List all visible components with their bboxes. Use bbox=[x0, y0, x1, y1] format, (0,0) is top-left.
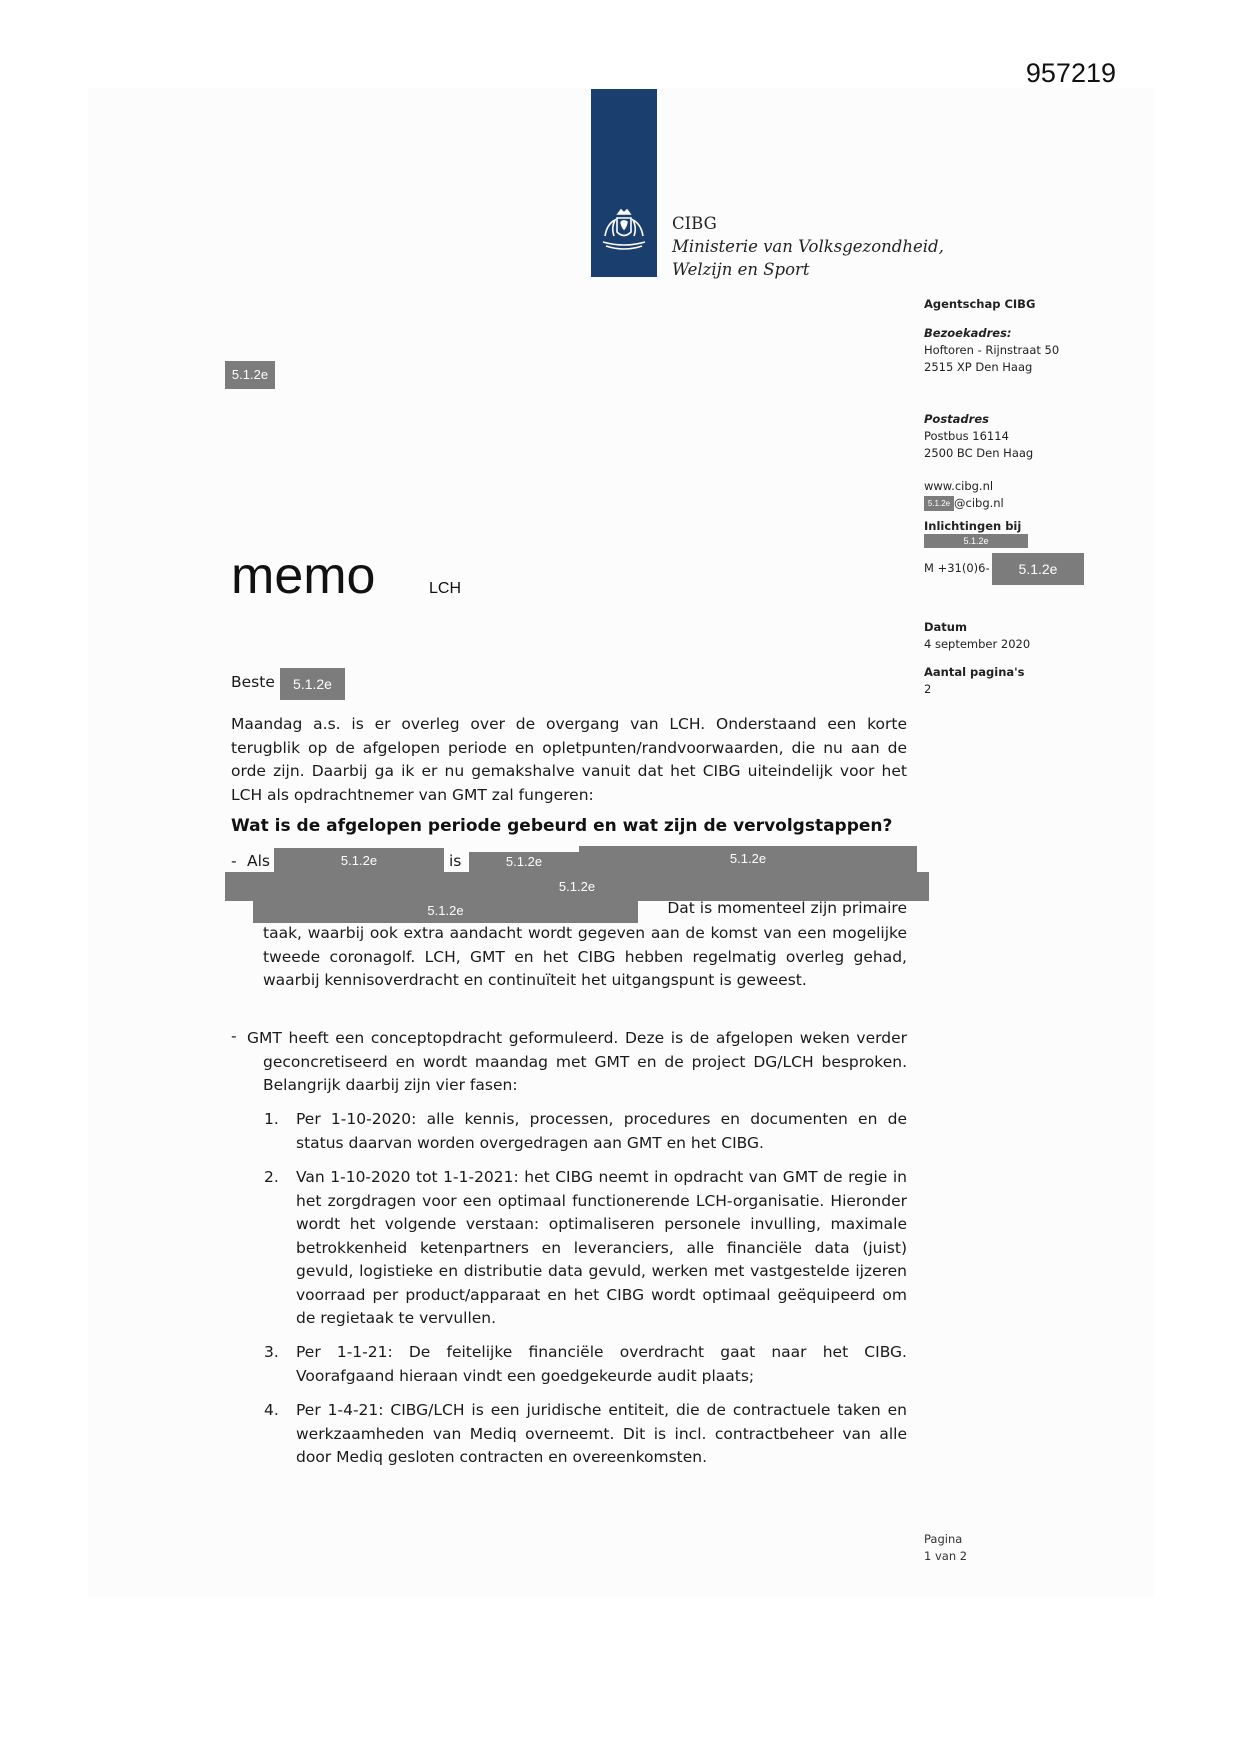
footer-page-value: 1 van 2 bbox=[924, 1549, 968, 1563]
section-heading: Wat is de afgelopen periode gebeurd en wat zijn de vervolgstappen? bbox=[231, 816, 893, 836]
phase-item-2 bbox=[264, 1166, 907, 1331]
sidebar-visit-address bbox=[924, 325, 1154, 376]
royal-coat-of-arms-icon bbox=[597, 208, 651, 256]
document-number: 957219 bbox=[1025, 58, 1116, 88]
bullet-2-text: GMT heeft een conceptopdracht geformuleerd. Deze is de afgelopen weken verder geconcretiseerd en wordt maandag met GMT en de project DG/LCH besproken. Belangrijk daarbij zijn vier fasen: bbox=[247, 1029, 907, 1094]
bullet-1-dash: - bbox=[231, 852, 237, 870]
agency-name: Agentschap CIBG bbox=[924, 297, 1036, 311]
date-value: 4 september 2020 bbox=[924, 637, 1031, 651]
logo-line-1: CIBG bbox=[672, 214, 717, 233]
salutation-word: Beste bbox=[231, 673, 275, 691]
postal-address-line-1: Postbus 16114 bbox=[924, 429, 1009, 443]
page-footer bbox=[924, 1531, 967, 1565]
email-domain: @cibg.nl bbox=[954, 496, 1004, 510]
government-logo-bar bbox=[591, 89, 657, 277]
info-contact-redaction: 5.1.2e bbox=[924, 534, 1028, 548]
bullet-1-redaction-a: 5.1.2e bbox=[274, 848, 444, 874]
postal-address-line-2: 2500 BC Den Haag bbox=[924, 446, 1034, 460]
phone-redaction: 5.1.2e bbox=[992, 553, 1084, 585]
bullet-1-continuation: taak, waarbij ook extra aandacht wordt gegeven aan de komst van een mogelijke tweede coronagolf. LCH, GMT en het CIBG hebben regelmatig overleg gehad, waarbij kennisoverdracht en continuïteit het uitgangspunt is geweest. bbox=[263, 924, 907, 989]
phase-number: 1. bbox=[264, 1110, 279, 1128]
sidebar-info-label bbox=[924, 518, 1154, 535]
bullet-1-als: Als bbox=[247, 852, 270, 870]
bullet-1-redaction-d: 5.1.2e bbox=[225, 872, 929, 901]
postal-address-label: Postadres bbox=[924, 412, 989, 426]
date-label: Datum bbox=[924, 620, 967, 634]
visit-address-label: Bezoekadres: bbox=[924, 326, 1012, 340]
visit-address-line-1: Hoftoren - Rijnstraat 50 bbox=[924, 343, 1060, 357]
logo-wordmark bbox=[672, 212, 944, 281]
phone-prefix: M +31(0)6- bbox=[924, 561, 990, 575]
bullet-1-redaction-b: 5.1.2e bbox=[469, 852, 579, 872]
phase-item-1 bbox=[264, 1108, 907, 1155]
logo-line-3: Welzijn en Sport bbox=[672, 260, 810, 279]
sidebar-date bbox=[924, 619, 1154, 653]
phase-text: Per 1-1-21: De feitelijke financiële overdracht gaat naar het CIBG. Voorafgaand hieraan vindt een goedgekeurde audit plaats; bbox=[296, 1343, 907, 1385]
phase-item-3 bbox=[264, 1341, 907, 1388]
recipient-redaction: 5.1.2e bbox=[225, 361, 275, 389]
bullet-2-dash: - bbox=[231, 1027, 237, 1045]
memo-subject: LCH bbox=[429, 580, 462, 597]
visit-address-line-2: 2515 XP Den Haag bbox=[924, 360, 1033, 374]
sidebar-agency bbox=[924, 296, 1154, 313]
phase-number: 3. bbox=[264, 1343, 279, 1361]
memo-title: memo bbox=[231, 547, 376, 605]
phase-number: 2. bbox=[264, 1168, 279, 1186]
footer-page-label: Pagina bbox=[924, 1532, 963, 1546]
bullet-1-is: is bbox=[449, 852, 462, 870]
logo-line-2: Ministerie van Volksgezondheid, bbox=[672, 237, 944, 256]
phase-text: Per 1-10-2020: alle kennis, processen, procedures en documenten en de status daarvan worden overgedragen aan GMT en het CIBG. bbox=[296, 1110, 907, 1152]
page-count-value: 2 bbox=[924, 682, 932, 696]
phase-text: Van 1-10-2020 tot 1-1-2021: het CIBG neemt in opdracht van GMT de regie in het zorgdragen voor een optimaal functionerende LCH-organisatie. Hieronder wordt het volgende verstaan: optimaliseren personele invulling, maximale betrokkenheid ketenpartners en leveranciers, alle financiële data (juist) gevuld, logistieke en distributie data gevuld, werken met vastgestelde ijzeren voorraad per product/apparaat en het CIBG wordt optimaal geëquipeerd om de regietaak te vervullen. bbox=[296, 1168, 907, 1327]
phase-number: 4. bbox=[264, 1401, 279, 1419]
page-count-label: Aantal pagina's bbox=[924, 665, 1025, 679]
intro-paragraph: Maandag a.s. is er overleg over de overgang van LCH. Onderstaand een korte terugblik op de afgelopen periode en opletpunten/randvoorwaarden, die nu aan de orde zijn. Daarbij ga ik er nu gemakshalve vanuit dat het CIBG uiteindelijk voor het LCH als opdrachtnemer van GMT zal fungeren: bbox=[231, 715, 907, 804]
sidebar-contact bbox=[924, 478, 1154, 512]
bullet-1-redaction-e: 5.1.2e bbox=[253, 899, 638, 923]
salutation-redaction: 5.1.2e bbox=[280, 668, 345, 700]
sidebar-page-count bbox=[924, 664, 1154, 698]
phase-item-4 bbox=[264, 1399, 907, 1470]
bullet-1-redaction-c: 5.1.2e bbox=[579, 846, 917, 872]
website-link[interactable]: www.cibg.nl bbox=[924, 479, 994, 493]
info-label: Inlichtingen bij bbox=[924, 519, 1022, 533]
sidebar-postal-address bbox=[924, 411, 1154, 462]
email-redaction: 5.1.2e bbox=[924, 496, 954, 511]
phase-text: Per 1-4-21: CIBG/LCH is een juridische entiteit, die de contractuele taken en werkzaamheden van Mediq overneemt. Dit is incl. contractbeheer van alle door Mediq gesloten contracten en overeenkomsten. bbox=[296, 1401, 907, 1466]
bullet-1-tail-line: Dat is momenteel zijn primaire bbox=[667, 899, 907, 917]
